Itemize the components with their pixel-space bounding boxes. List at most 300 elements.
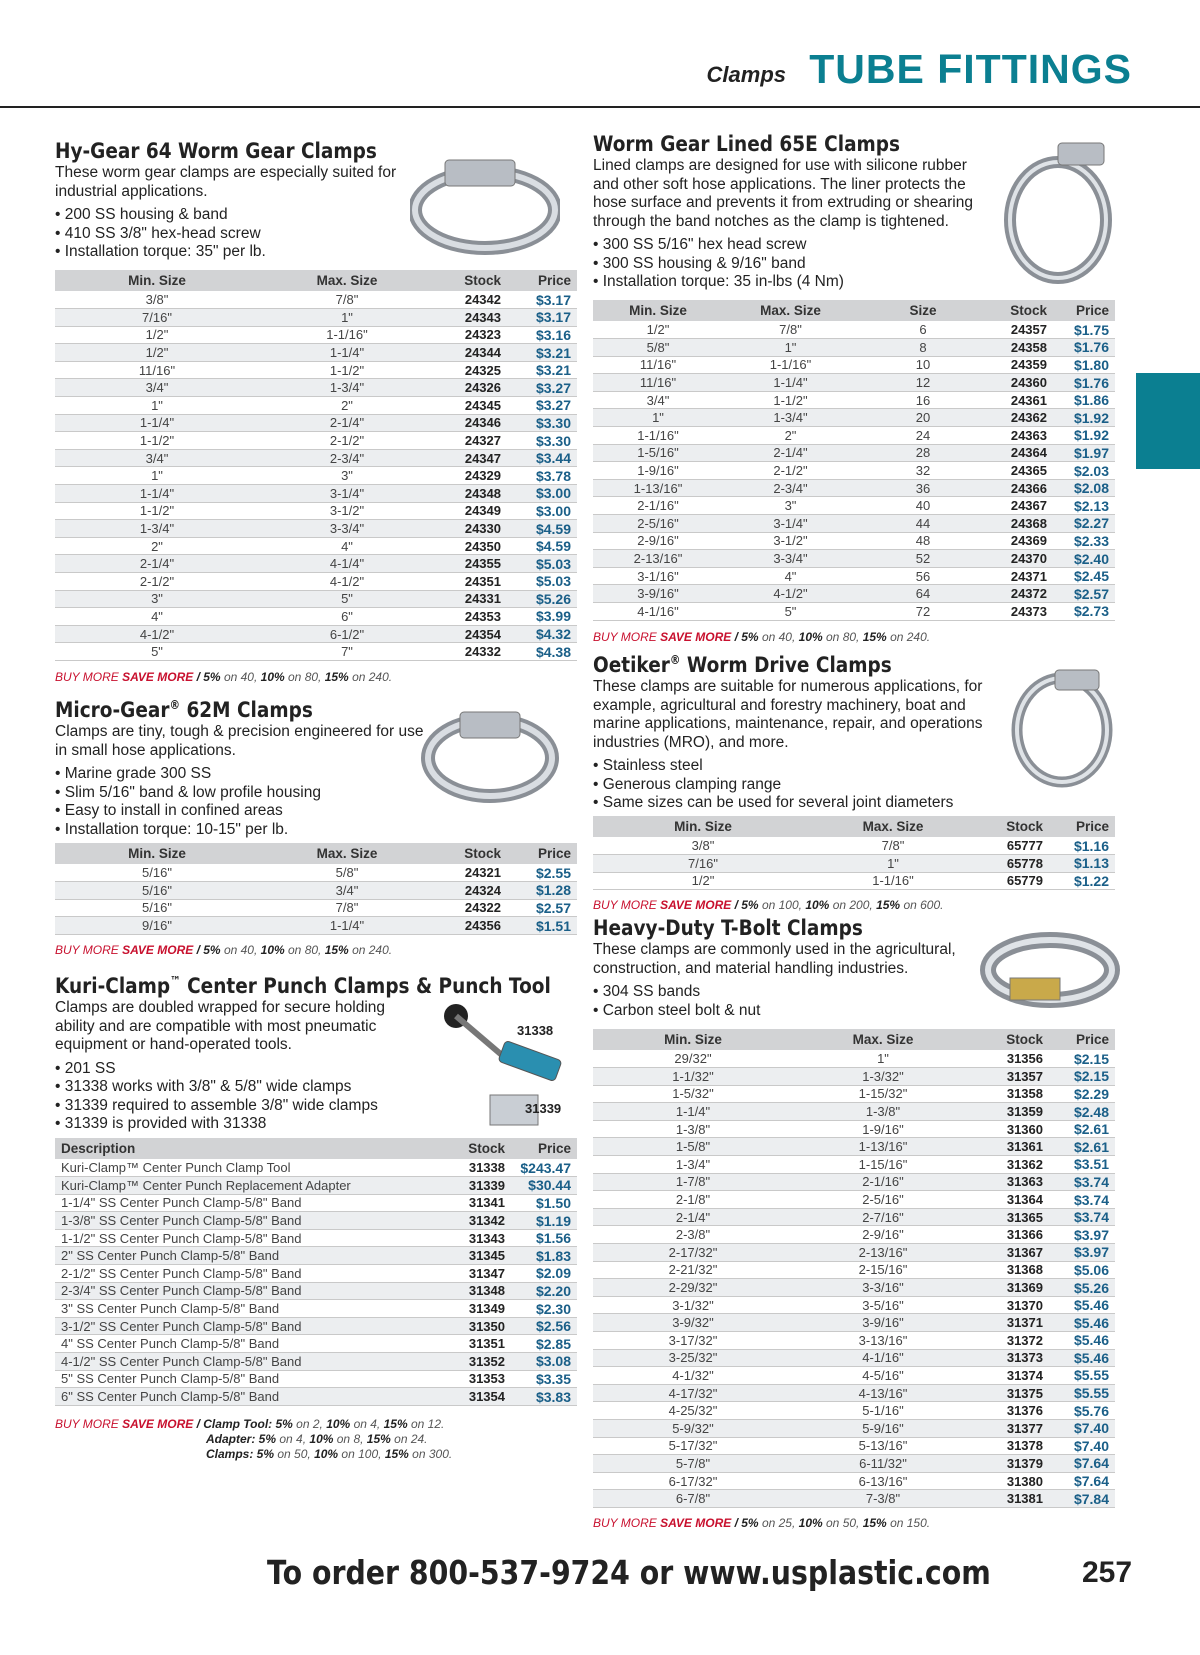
table-row (593, 515, 1115, 533)
table-cell: 31361 (973, 1138, 1049, 1156)
table-cell: 2" (55, 537, 259, 555)
tbolt-title: Heavy-Duty T-Bolt Clamps (593, 916, 863, 940)
bullet: • 31339 is provided with 31338 (55, 1115, 475, 1134)
table-row (55, 625, 577, 643)
table-cell: 24354 (435, 625, 507, 643)
table-cell: 4-1/2" (259, 573, 435, 591)
tbolt-desc: These clamps are commonly used in the agricultural, construction, and material handling industries. (593, 941, 956, 977)
table-row (593, 855, 1115, 873)
table-row (55, 291, 577, 309)
col-header: Stock (435, 270, 507, 291)
table-cell: $1.80 (1053, 356, 1115, 374)
table-cell: 1-1/16" (259, 326, 435, 344)
table-cell: $1.16 (1049, 837, 1115, 855)
table-cell: $4.38 (507, 643, 577, 661)
table-row (55, 537, 577, 555)
table-cell: 1-3/8" SS Center Punch Clamp-5/8" Band (55, 1212, 455, 1230)
table-cell: 31376 (973, 1402, 1049, 1420)
table-cell: 4-1/16" (593, 603, 723, 621)
table-cell: 1" (259, 309, 435, 327)
table-cell: 1" (813, 855, 973, 873)
table-row (593, 1244, 1115, 1262)
table-cell: 1-1/4" (723, 374, 858, 392)
table-cell: 24325 (435, 361, 507, 379)
table-row (593, 1419, 1115, 1437)
table-cell: 5/16" (55, 899, 259, 917)
table-cell: 3-1/16" (593, 567, 723, 585)
table-row (593, 1402, 1115, 1420)
table-cell: 2-1/4" (723, 444, 858, 462)
table-cell: $4.32 (507, 625, 577, 643)
table-cell: 1-1/4" (593, 1103, 793, 1121)
table-cell: 1-15/32" (793, 1085, 973, 1103)
table-row (593, 391, 1115, 409)
table-cell: 2-1/2" SS Center Punch Clamp-5/8" Band (55, 1265, 455, 1283)
table-row (593, 1472, 1115, 1490)
bm-10: 10% (260, 670, 285, 684)
table-cell: 24322 (435, 899, 507, 917)
col-header: Price (1049, 1029, 1115, 1050)
table-row (55, 326, 577, 344)
table-row (55, 449, 577, 467)
table-cell: $243.47 (511, 1159, 577, 1177)
table-cell: 2" (723, 427, 858, 445)
table-cell: $1.97 (1053, 444, 1115, 462)
table-cell: 1-1/4" (259, 344, 435, 362)
table-cell: 1-1/32" (593, 1068, 793, 1086)
table-cell: 4" (723, 567, 858, 585)
table-cell: $1.83 (511, 1247, 577, 1265)
table-cell: 1-3/8" (793, 1103, 973, 1121)
table-cell: 3/4" (55, 449, 259, 467)
table-cell: 64 (858, 585, 988, 603)
bm-save: SAVE MORE (660, 1516, 732, 1530)
table-cell: 3/8" (55, 291, 259, 309)
table-cell: 2-17/32" (593, 1244, 793, 1262)
table-cell: 48 (858, 532, 988, 550)
table-cell: 16 (858, 391, 988, 409)
table-cell: 31341 (455, 1194, 511, 1212)
table-cell: 24353 (435, 608, 507, 626)
table-cell: 1" (793, 1050, 973, 1068)
bm-5: / 5% (193, 670, 221, 684)
table-cell: 4-1/16" (793, 1349, 973, 1367)
bm-t1: on 50, (274, 1447, 315, 1461)
table-cell: 2-1/16" (593, 497, 723, 515)
table-cell: $2.30 (511, 1300, 577, 1318)
table-cell: 31343 (455, 1229, 511, 1247)
table-cell: $4.59 (507, 537, 577, 555)
bullet: • 300 SS 5/16" hex head screw (593, 236, 993, 255)
microgear-section (55, 692, 425, 839)
table-cell: 5" (259, 590, 435, 608)
oetiker-buy-more (593, 898, 943, 913)
table-cell: 31358 (973, 1085, 1049, 1103)
table-cell: 4-1/2" (723, 585, 858, 603)
bm-v3: 5% (253, 1447, 275, 1461)
microgear-table (55, 843, 577, 935)
table-row (55, 309, 577, 327)
table-cell: 24372 (988, 585, 1053, 603)
table-cell: 31380 (973, 1472, 1049, 1490)
table-cell: 31350 (455, 1317, 511, 1335)
bm-buy: BUY MORE (55, 670, 123, 684)
table-cell: 2-1/4" (259, 414, 435, 432)
table-row (55, 414, 577, 432)
bm-t3: on 12. (407, 1417, 445, 1431)
table-cell: $3.35 (511, 1370, 577, 1388)
microgear-clamp-image (420, 700, 560, 805)
bullet: • Installation torque: 35 in-lbs (4 Nm) (593, 273, 993, 292)
table-cell: 24349 (435, 502, 507, 520)
table-cell: 5-9/16" (793, 1419, 973, 1437)
table-cell: $5.26 (507, 590, 577, 608)
table-cell: 24364 (988, 444, 1053, 462)
table-row (593, 1173, 1115, 1191)
table-cell: $3.97 (1049, 1244, 1115, 1262)
bullet: • Slim 5/16" band & low profile housing (55, 784, 425, 803)
table-cell: 2-29/32" (593, 1279, 793, 1297)
table-cell: 5-1/16" (793, 1402, 973, 1420)
worm65-table (593, 300, 1115, 621)
worm65-title: Worm Gear Lined 65E Clamps (593, 132, 901, 156)
table-cell: $5.46 (1049, 1314, 1115, 1332)
bm-t2: on 50, (822, 1516, 863, 1530)
table-cell: 24324 (435, 882, 507, 900)
bullet: • 31338 works with 3/8" & 5/8" wide clamps (55, 1078, 475, 1097)
table-cell: 2-15/16" (793, 1261, 973, 1279)
bm-15: 15% (384, 1447, 409, 1461)
bm-t2: on 4, (350, 1417, 384, 1431)
table-cell: 3-3/4" (259, 520, 435, 538)
col-header: Min. Size (55, 270, 259, 291)
table-cell: 52 (858, 550, 988, 568)
table-cell: 4-1/32" (593, 1367, 793, 1385)
table-cell: 3-1/2" SS Center Punch Clamp-5/8" Band (55, 1317, 455, 1335)
table-cell: 2-3/4" (723, 479, 858, 497)
table-cell: 2-1/8" (593, 1191, 793, 1209)
table-cell: 1" (55, 397, 259, 415)
table-row (55, 361, 577, 379)
table-cell: 24344 (435, 344, 507, 362)
table-cell: 24366 (988, 479, 1053, 497)
bm-k1: Clamp Tool: (203, 1417, 273, 1431)
col-header: Stock (973, 816, 1049, 837)
table-cell: $3.97 (1049, 1226, 1115, 1244)
bm-save: SAVE MORE (660, 630, 732, 644)
table-cell: 2-9/16" (593, 532, 723, 550)
bullet: • 410 SS 3/8" hex-head screw (55, 225, 425, 244)
table-cell: $3.17 (507, 291, 577, 309)
table-row (55, 1177, 577, 1195)
table-row (55, 573, 577, 591)
col-header: Price (507, 843, 577, 864)
table-row (55, 1317, 577, 1335)
bm-buy: BUY MORE (55, 1417, 123, 1431)
table-cell: 5-9/32" (593, 1419, 793, 1437)
table-cell: 1-9/16" (793, 1120, 973, 1138)
table-cell: $5.46 (1049, 1332, 1115, 1350)
kuri-buy-more-clamps (206, 1447, 452, 1462)
table-cell: 6-17/32" (593, 1472, 793, 1490)
table-cell: 24359 (988, 356, 1053, 374)
table-cell: 29/32" (593, 1050, 793, 1068)
table-cell: 24345 (435, 397, 507, 415)
table-row (55, 917, 577, 935)
table-cell: 65779 (973, 872, 1049, 890)
table-cell: 3" (259, 467, 435, 485)
table-row (593, 1314, 1115, 1332)
table-cell: $2.85 (511, 1335, 577, 1353)
table-cell: 7-3/8" (793, 1490, 973, 1508)
oetiker-title (593, 647, 945, 678)
table-cell: 31338 (455, 1159, 511, 1177)
oetiker-clamp-image (1005, 660, 1120, 790)
bm-t3: on 150. (886, 1516, 931, 1530)
table-cell: $3.27 (507, 379, 577, 397)
table-cell: 6 (858, 321, 988, 339)
bm-15: 15% (324, 943, 349, 957)
table-cell: $1.92 (1053, 409, 1115, 427)
table-cell: 8 (858, 339, 988, 357)
table-cell: 1-1/2" (723, 391, 858, 409)
table-cell: Kuri-Clamp™ Center Punch Replacement Adapter (55, 1177, 455, 1195)
tbolt-bullets (593, 983, 993, 1020)
col-header: Max. Size (813, 816, 973, 837)
table-cell: 3-3/4" (723, 550, 858, 568)
table-cell: 11/16" (593, 356, 723, 374)
table-cell: 31369 (973, 1279, 1049, 1297)
table-cell: 36 (858, 479, 988, 497)
col-header: Max. Size (259, 843, 435, 864)
table-cell: 11/16" (55, 361, 259, 379)
table-cell: $1.76 (1053, 339, 1115, 357)
table-cell: $3.44 (507, 449, 577, 467)
bm-t2: on 80, (284, 670, 325, 684)
table-row (593, 1050, 1115, 1068)
table-cell: $5.03 (507, 573, 577, 591)
footer-order-line: To order 800-537-9724 or www.usplastic.com (267, 1553, 991, 1592)
bm-t2: on 100, (338, 1447, 385, 1461)
table-cell: 24346 (435, 414, 507, 432)
table-cell: 24327 (435, 432, 507, 450)
table-cell: $3.08 (511, 1353, 577, 1371)
table-cell: 5" (55, 643, 259, 661)
table-cell: 24369 (988, 532, 1053, 550)
table-cell: 31366 (973, 1226, 1049, 1244)
table-cell: Kuri-Clamp™ Center Punch Clamp Tool (55, 1159, 455, 1177)
table-cell: 3-9/32" (593, 1314, 793, 1332)
table-row (593, 1261, 1115, 1279)
table-cell: 4-5/16" (793, 1367, 973, 1385)
table-cell: $2.03 (1053, 462, 1115, 480)
table-row (55, 1247, 577, 1265)
table-cell: 6" (259, 608, 435, 626)
table-cell: $2.29 (1049, 1085, 1115, 1103)
table-cell: 24342 (435, 291, 507, 309)
table-row (593, 462, 1115, 480)
table-cell: $1.75 (1053, 321, 1115, 339)
bullet: • 201 SS (55, 1060, 475, 1079)
bm-15: 15% (383, 1417, 408, 1431)
table-row (55, 1265, 577, 1283)
table-cell: 1-1/4" (55, 414, 259, 432)
table-cell: 1-5/16" (593, 444, 723, 462)
oetiker-table (593, 816, 1115, 890)
table-cell: 2-5/16" (793, 1191, 973, 1209)
table-row (593, 321, 1115, 339)
bm-v2: 5% (255, 1432, 277, 1446)
table-row (593, 1085, 1115, 1103)
hygear-buy-more (55, 670, 392, 685)
tbolt-buy-more (593, 1516, 930, 1531)
table-cell: $2.56 (511, 1317, 577, 1335)
bm-t1: on 40, (758, 630, 799, 644)
table-cell: 1-7/8" (593, 1173, 793, 1191)
table-cell: 24365 (988, 462, 1053, 480)
table-row (55, 1194, 577, 1212)
col-header: Price (507, 270, 577, 291)
table-row (55, 608, 577, 626)
bm-save: SAVE MORE (122, 943, 194, 957)
table-cell: 3" (55, 590, 259, 608)
table-cell: 31362 (973, 1156, 1049, 1174)
title-b: Worm Drive Clamps (680, 653, 892, 677)
table-cell: 65777 (973, 837, 1049, 855)
bm-5: / 5% (193, 943, 221, 957)
table-row (593, 1156, 1115, 1174)
table-cell: 4" (55, 608, 259, 626)
table-cell: 24368 (988, 515, 1053, 533)
table-cell: 31347 (455, 1265, 511, 1283)
table-cell: $2.73 (1053, 603, 1115, 621)
bm-t3: on 240. (348, 670, 393, 684)
title-b: Center Punch Clamps & Punch Tool (180, 974, 551, 998)
table-cell: $2.27 (1053, 515, 1115, 533)
kuri-title (55, 968, 551, 999)
bullet: • Installation torque: 10-15" per lb. (55, 821, 425, 840)
table-cell: $7.64 (1049, 1455, 1115, 1473)
col-header: Max. Size (259, 270, 435, 291)
bullet: • Stainless steel (593, 757, 993, 776)
table-row (593, 1437, 1115, 1455)
table-cell: 2-1/2" (259, 432, 435, 450)
table-row (593, 585, 1115, 603)
bm-t1: on 25, (758, 1516, 799, 1530)
table-cell: $2.61 (1049, 1120, 1115, 1138)
table-cell: 3-1/4" (723, 515, 858, 533)
table-cell: 2-13/16" (793, 1244, 973, 1262)
table-cell: 1" (593, 409, 723, 427)
table-cell: 1-1/2" (55, 432, 259, 450)
bm-10: 10% (798, 1516, 823, 1530)
table-cell: 31356 (973, 1050, 1049, 1068)
bm-t3: on 240. (348, 943, 393, 957)
table-cell: 2-3/4" (259, 449, 435, 467)
table-row (55, 1300, 577, 1318)
table-cell: 1-5/32" (593, 1085, 793, 1103)
bm-t2: on 8, (333, 1432, 367, 1446)
table-cell: 11/16" (593, 374, 723, 392)
table-cell: 1-1/2" (259, 361, 435, 379)
table-cell: 31373 (973, 1349, 1049, 1367)
table-cell: 24363 (988, 427, 1053, 445)
bullet: • Carbon steel bolt & nut (593, 1002, 993, 1021)
bm-10: 10% (309, 1432, 334, 1446)
table-row (55, 397, 577, 415)
table-cell: 24343 (435, 309, 507, 327)
table-cell: 5/8" (593, 339, 723, 357)
table-cell: $2.15 (1049, 1068, 1115, 1086)
table-cell: 31371 (973, 1314, 1049, 1332)
table-cell: 7/8" (813, 837, 973, 855)
table-cell: 3-1/2" (723, 532, 858, 550)
bm-t2: on 200, (829, 898, 877, 912)
hygear-clamp-image (410, 148, 560, 258)
table-cell: $3.99 (507, 608, 577, 626)
bm-t2: on 80, (284, 943, 325, 957)
table-row (593, 1226, 1115, 1244)
table-cell: 2-9/16" (793, 1226, 973, 1244)
table-cell: 31352 (455, 1353, 511, 1371)
table-cell: $3.00 (507, 502, 577, 520)
table-cell: 20 (858, 409, 988, 427)
table-row (55, 379, 577, 397)
table-cell: 7" (259, 643, 435, 661)
table-cell: 1-13/16" (593, 479, 723, 497)
table-cell: $7.64 (1049, 1472, 1115, 1490)
page-number: 257 (1082, 1556, 1133, 1589)
table-cell: $5.46 (1049, 1296, 1115, 1314)
tm-mark: ™ (170, 974, 181, 988)
table-cell: 24329 (435, 467, 507, 485)
table-cell: 5-7/8" (593, 1455, 793, 1473)
table-cell: $3.78 (507, 467, 577, 485)
table-cell: 24348 (435, 485, 507, 503)
table-cell: 24326 (435, 379, 507, 397)
table-cell: 31351 (455, 1335, 511, 1353)
table-cell: $1.86 (1053, 391, 1115, 409)
tbolt-section (593, 915, 993, 1020)
table-cell: 2-1/4" (55, 555, 259, 573)
table-cell: 31354 (455, 1388, 511, 1406)
table-cell: 1-5/8" (593, 1138, 793, 1156)
table-cell: 1-3/4" (723, 409, 858, 427)
table-cell: $1.92 (1053, 427, 1115, 445)
table-cell: 31368 (973, 1261, 1049, 1279)
table-cell: $2.33 (1053, 532, 1115, 550)
bm-t3: on 600. (900, 898, 944, 912)
table-row (55, 1370, 577, 1388)
col-header: Min. Size (593, 1029, 793, 1050)
bullet: • 31339 required to assemble 3/8" wide clamps (55, 1097, 475, 1116)
table-cell: 7/8" (259, 899, 435, 917)
title-b: 62M Clamps (180, 698, 313, 722)
bullet: • 304 SS bands (593, 983, 993, 1002)
table-cell: 5/16" (55, 882, 259, 900)
table-cell: $1.13 (1049, 855, 1115, 873)
bm-v1: 5% (272, 1417, 293, 1431)
table-row (593, 1332, 1115, 1350)
col-header: Size (858, 300, 988, 321)
bm-5: / 5% (731, 898, 759, 912)
bullet: • 200 SS housing & band (55, 206, 425, 225)
table-cell: 3/4" (593, 391, 723, 409)
table-cell: 5/16" (55, 864, 259, 882)
hygear-title: Hy-Gear 64 Worm Gear Clamps (55, 139, 377, 163)
table-row (593, 1367, 1115, 1385)
table-cell: $2.40 (1053, 550, 1115, 568)
